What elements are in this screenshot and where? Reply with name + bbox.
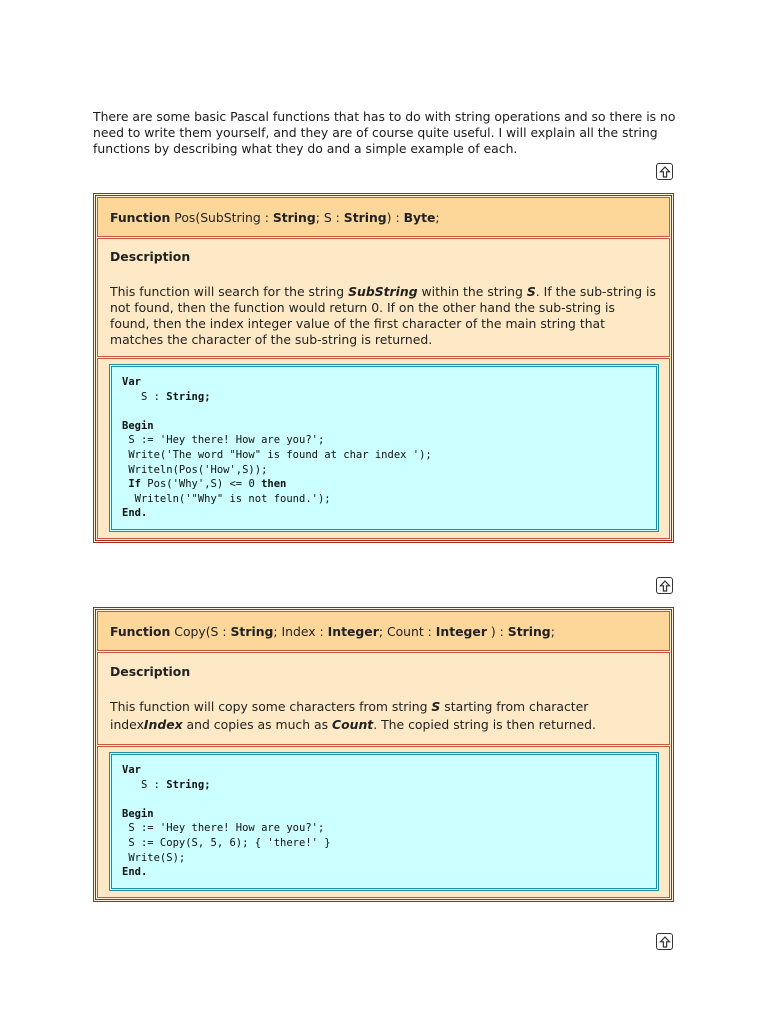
- signature-text: ; Count :: [378, 623, 436, 639]
- return-type: String: [507, 623, 551, 639]
- signature-text: ; Index :: [273, 623, 328, 639]
- code-keyword: String;: [166, 778, 211, 791]
- up-arrow-icon: [659, 936, 671, 948]
- code-example: [109, 364, 659, 532]
- param-type: Integer: [435, 623, 487, 639]
- signature-text: ;: [550, 623, 555, 639]
- description-fragment: . If the sub-string is not found, then the function would return 0. If on the other hand the sub-string is found, then the index integer value of the first character of the main string that matches the character of the sub-string is returned.: [110, 284, 656, 347]
- back-to-top-button[interactable]: [656, 577, 673, 594]
- description-fragment: and copies as much as: [182, 717, 333, 732]
- description-emphasis: S: [431, 699, 441, 714]
- function-signature: [97, 197, 670, 237]
- signature-text: ;: [435, 209, 440, 225]
- code-keyword: If: [128, 478, 141, 491]
- code-line: S := 'Hey there! How are you?';: [122, 434, 325, 447]
- intro-paragraph: There are some basic Pascal functions that has to do with string operations and so there is no need to write them yourself, and they are of course quite useful. I will explain all the string functions by describing what they do and a simple example of each.: [93, 109, 676, 157]
- description-label: Description: [110, 664, 191, 679]
- code-line: Begin: [122, 419, 154, 432]
- description-fragment: within the string: [417, 284, 527, 299]
- code-line: Writeln(Pos('How',S));: [122, 463, 268, 476]
- function-name: Pos(SubString: [174, 209, 261, 225]
- description-emphasis: Index: [143, 717, 183, 732]
- up-arrow-icon: [659, 580, 671, 592]
- code-line: Write('The word "How" is found at char index ');: [122, 448, 432, 461]
- code-line: Pos('Why',S) <= 0: [140, 478, 262, 491]
- description-fragment: This function will copy some characters from string: [110, 699, 432, 714]
- code-line: S :: [122, 390, 167, 403]
- code-line: End.: [122, 866, 148, 879]
- signature-text: ) :: [486, 623, 508, 639]
- description-label: Description: [110, 249, 191, 264]
- back-to-top-button[interactable]: [656, 933, 673, 950]
- code-line: Write(S);: [122, 851, 186, 864]
- description-emphasis: SubString: [348, 284, 418, 299]
- param-type: Integer: [327, 623, 379, 639]
- description-emphasis: Count: [332, 717, 374, 732]
- example-section: [97, 358, 670, 539]
- description-fragment: This function will search for the string: [110, 284, 349, 299]
- code-line: S := Copy(S, 5, 6); { 'there!' }: [122, 836, 331, 849]
- function-box-copy: [93, 607, 674, 902]
- code-line: Var: [122, 376, 141, 388]
- up-arrow-icon: [659, 166, 671, 178]
- code-line: Begin: [122, 807, 154, 820]
- description-text: [110, 698, 657, 734]
- param-type: String: [230, 623, 274, 639]
- code-keyword: then: [261, 478, 287, 491]
- code-example: [109, 752, 659, 891]
- example-section: [97, 746, 670, 898]
- code-line: Var: [122, 764, 141, 776]
- signature-text: :: [260, 209, 273, 225]
- param-type: String: [272, 209, 316, 225]
- code-line: S := 'Hey there! How are you?';: [122, 822, 325, 835]
- function-box-pos: [93, 193, 674, 543]
- signature-text: ) :: [386, 209, 404, 225]
- back-to-top-button[interactable]: [656, 163, 673, 180]
- code-line: End.: [122, 507, 148, 520]
- description-section: [97, 238, 670, 357]
- function-keyword: Function: [110, 623, 171, 639]
- description-fragment: starting from character index: [110, 699, 589, 732]
- description-emphasis: S: [526, 284, 536, 299]
- description-text: [110, 284, 657, 348]
- code-line: Writeln('"Why" is not found.');: [122, 492, 331, 505]
- description-section: [97, 652, 670, 745]
- return-type: Byte: [403, 209, 436, 225]
- description-fragment: . The copied string is then returned.: [373, 717, 596, 732]
- code-line: S :: [122, 778, 167, 791]
- function-keyword: Function: [110, 209, 171, 225]
- function-signature: [97, 611, 670, 651]
- param-type: String: [343, 209, 387, 225]
- signature-text: ; S :: [315, 209, 344, 225]
- function-name: Copy(S :: [174, 623, 231, 639]
- code-keyword: String;: [166, 390, 211, 403]
